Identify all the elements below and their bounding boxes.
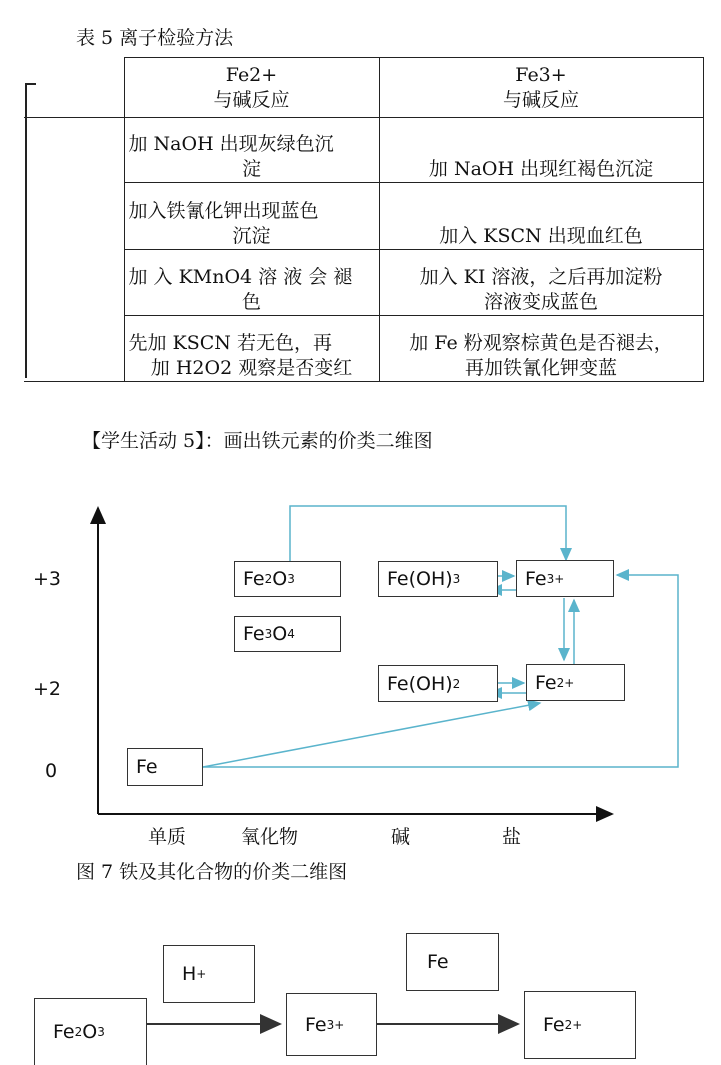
box-fe2o3: Fe 2 O 3 (234, 561, 341, 597)
box-fe2-ion: Fe 2+ (526, 664, 625, 701)
flow-box-fe-reagent: Fe (406, 933, 499, 991)
cell-fe3-row4: 加 Fe 粉观察棕黄色是否褪去， 再加铁氰化钾变蓝 (379, 315, 703, 381)
box-fe-elemental: Fe (127, 748, 203, 786)
box-fe3-ion: Fe 3+ (516, 560, 614, 597)
flow-box-fe2: Fe 2+ (524, 991, 636, 1059)
x-label-salt: 盐 (502, 826, 522, 848)
y-label-zero: 0 (45, 760, 58, 782)
cell-fe2-row2: 加入铁氰化钾出现蓝色 沉淀 (124, 183, 379, 249)
x-label-base: 碱 (391, 826, 411, 848)
flow-box-fe3: Fe 3+ (286, 993, 377, 1056)
box-feoh2: Fe(OH) 2 (378, 665, 498, 702)
flow-box-h-plus: H + (163, 945, 255, 1003)
y-label-plus3: +3 (33, 568, 62, 590)
y-label-plus2: +2 (33, 678, 62, 700)
figure-caption: 图 7 铁及其化合物的价类二维图 (76, 861, 348, 883)
table-caption: 表 5 离子检验方法 (76, 27, 234, 49)
activity-heading: 【学生活动 5】：画出铁元素的价类二维图 (82, 430, 433, 452)
x-label-elemental: 单质 (148, 826, 187, 848)
arrow-fe-to-fe2 (203, 703, 540, 767)
arrow-fe2o3-to-fe3 (290, 506, 566, 562)
cell-fe3-row2: 加入 KSCN 出现血红色 (379, 183, 703, 249)
box-feoh3: Fe(OH) 3 (378, 561, 498, 597)
box-fe3o4: Fe 3 O 4 (234, 616, 341, 652)
cell-fe2-row3: 加 入 KMnO4 溶 液 会 褪 色 (124, 249, 379, 315)
header-fe3: Fe3+ 与碱反应 (379, 58, 703, 118)
cell-fe3-row3: 加入 KI 溶液，之后再加淀粉 溶液变成蓝色 (379, 249, 703, 315)
flow-box-fe2o3: Fe 2 O 3 (34, 998, 147, 1065)
x-label-oxide: 氧化物 (241, 826, 299, 848)
cell-fe2-row1: 加 NaOH 出现灰绿色沉 淀 (124, 118, 379, 183)
cell-fe2-row4: 先加 KSCN 若无色，再 加 H2O2 观察是否变红 (124, 315, 379, 381)
header-fe2: Fe2+ 与碱反应 (124, 58, 379, 118)
cell-fe3-row1: 加 NaOH 出现红褐色沉淀 (379, 118, 703, 183)
